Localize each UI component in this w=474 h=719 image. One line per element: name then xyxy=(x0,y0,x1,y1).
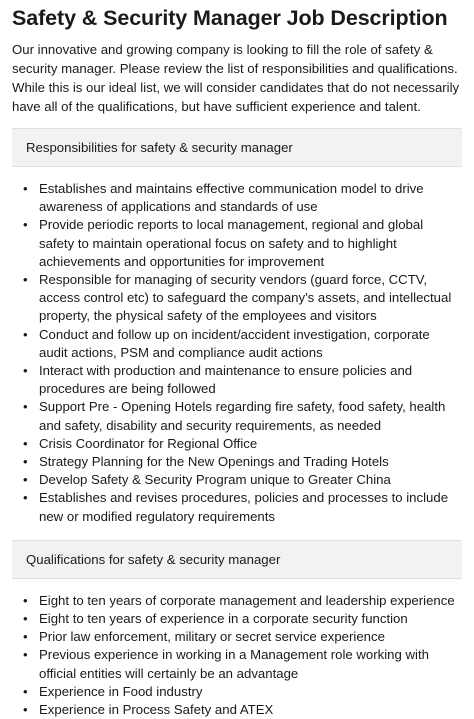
list-item: • Establishes and maintains effective communication model to drive awareness of applications and standards of use xyxy=(23,181,424,215)
list-item: • Support Pre - Opening Hotels regarding fire safety, food safety, health and safety, disability and security requirements, as needed xyxy=(23,399,446,433)
list-item: • Establishes and revises procedures, policies and processes to include new or modified regulatory requirements xyxy=(23,490,449,524)
list-item: • Experience in Food industry xyxy=(39,683,462,701)
bullet-icon: • xyxy=(23,647,28,663)
responsibilities-list xyxy=(12,180,462,526)
bullet-icon: • xyxy=(23,399,28,415)
bullet-icon: • xyxy=(23,592,28,608)
bullet-icon: • xyxy=(23,217,28,233)
bullet-icon: • xyxy=(23,435,28,451)
bullet-icon: • xyxy=(23,702,28,718)
bullet-icon: • xyxy=(23,683,28,699)
bullet-icon: • xyxy=(23,490,28,506)
bullet-icon: • xyxy=(23,181,28,196)
qualifications-header: Qualifications for safety & security manager xyxy=(12,540,462,579)
bullet-icon: • xyxy=(23,326,28,342)
list-item: • Crisis Coordinator for Regional Office xyxy=(39,435,462,453)
bullet-icon: • xyxy=(23,272,28,288)
list-item: • Eight to ten years of experience in a corporate security function xyxy=(39,610,462,628)
list-item: • Previous experience in working in a Management role working with official entities will certainly be an advantage xyxy=(23,647,429,681)
bullet-icon: • xyxy=(23,454,28,470)
bullet-icon: • xyxy=(23,472,28,488)
list-item: • Interact with production and maintenance to ensure policies and procedures are being followed xyxy=(23,363,413,397)
list-item: • Develop Safety & Security Program unique to Greater China xyxy=(39,471,462,489)
responsibilities-header: Responsibilities for safety & security manager xyxy=(12,128,462,167)
list-item: • Responsible for managing of security vendors (guard force, CCTV, access control etc) to safeguard the company's assets, and intellectual property, the physical safety of the employees and visitors xyxy=(23,272,452,324)
bullet-icon: • xyxy=(23,629,28,645)
list-item: • Conduct and follow up on incident/accident investigation, corporate audit actions, PSM and compliance audit actions xyxy=(23,326,430,360)
bullet-icon: • xyxy=(23,611,28,627)
list-item: • Strategy Planning for the New Openings and Trading Hotels xyxy=(39,453,462,471)
list-item: • Experience in Process Safety and ATEX xyxy=(39,701,462,719)
bullet-icon: • xyxy=(23,363,28,379)
list-item: • Eight to ten years of corporate management and leadership experience xyxy=(39,592,462,610)
intro-paragraph: Our innovative and growing company is looking to fill the role of safety & security manager. Please review the list of responsibilities and qualifications. While this is our ideal list, we will consider candidates that do not necessarily have all of the qualifications, but have sufficient experience and talent. xyxy=(12,42,460,114)
qualifications-list xyxy=(12,592,462,719)
list-item: • Provide periodic reports to local management, regional and global safety to maintain operational focus on safety and to highlight achievements and opportunities for improvement xyxy=(23,217,424,269)
page-title: Safety & Security Manager Job Description xyxy=(12,6,448,30)
list-item: • Prior law enforcement, military or secret service experience xyxy=(39,628,462,646)
